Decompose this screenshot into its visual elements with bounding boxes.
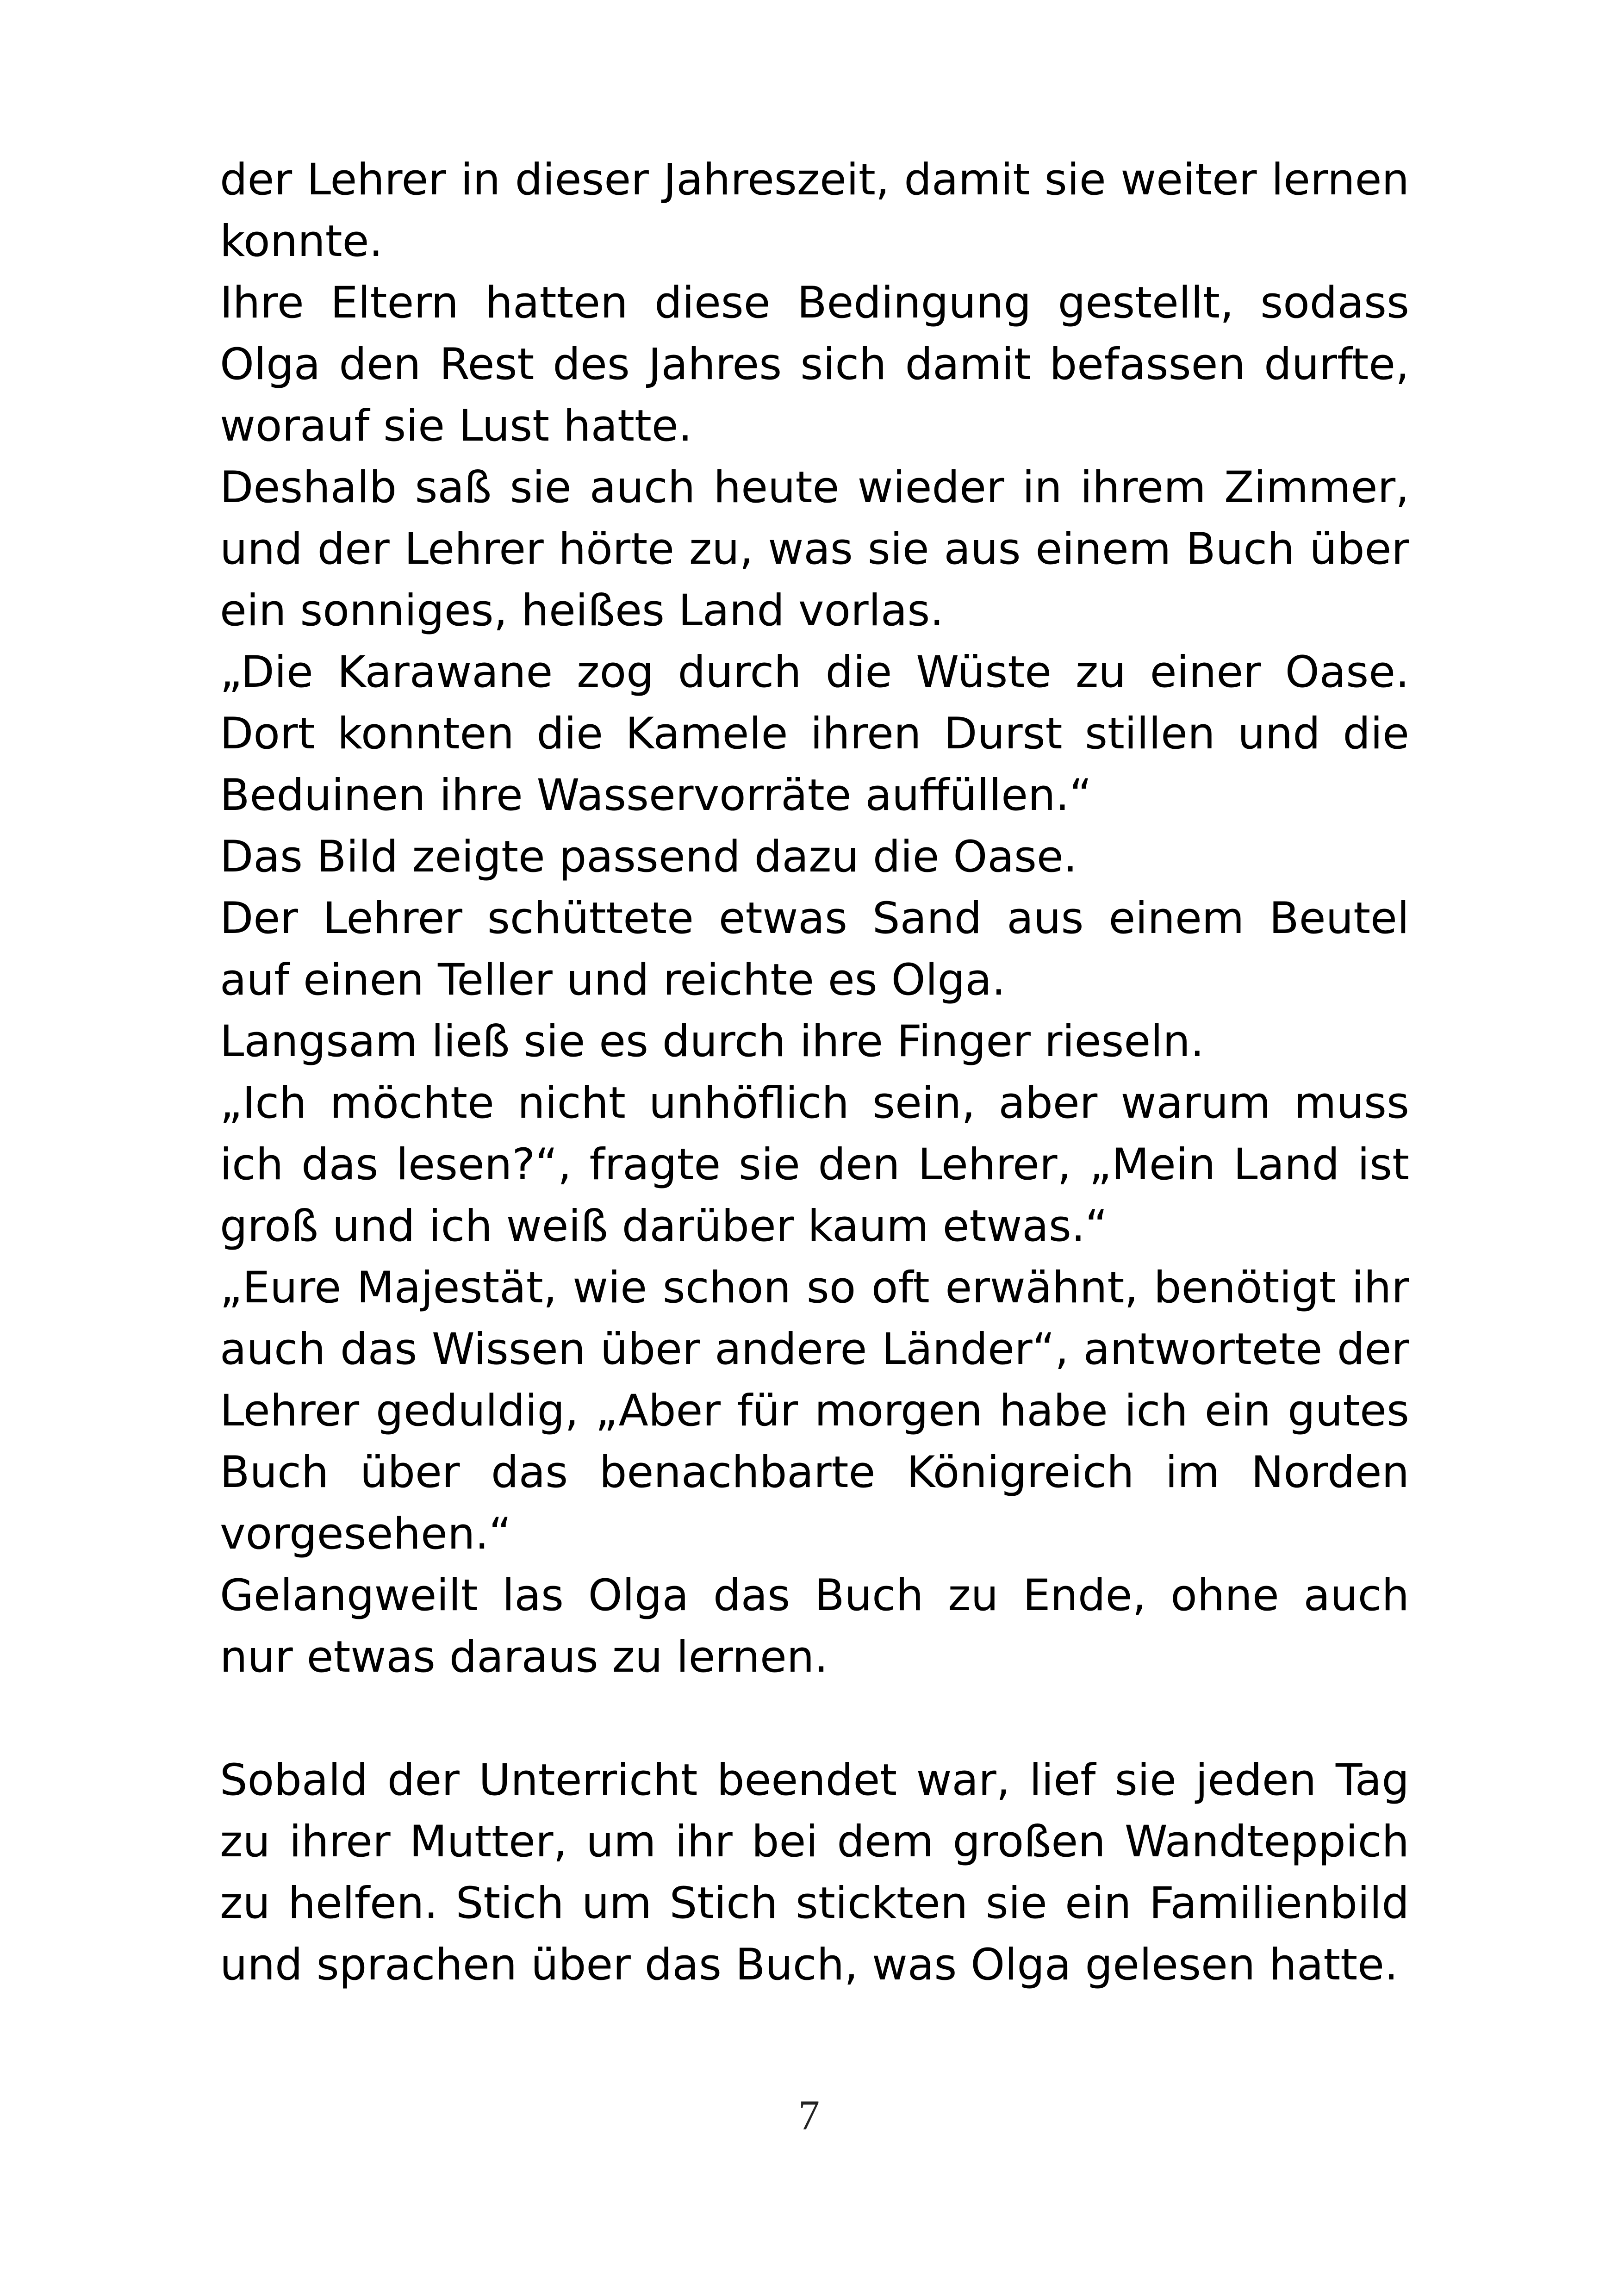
page-number: 7 bbox=[798, 2091, 820, 2139]
paragraph-7: Langsam ließ sie es durch ihre Finger rieseln. bbox=[220, 1016, 1204, 1067]
paragraph-6: Der Lehrer schüttete etwas Sand aus einem Beutel auf einen Teller und reichte es Olga. bbox=[220, 893, 1409, 1005]
paragraph-1: der Lehrer in dieser Jahreszeit, damit sie weiter lernen konnte. bbox=[220, 155, 1409, 267]
paragraph-2: Ihre Eltern hatten diese Bedingung gestellt, sodass Olga den Rest des Jahres sich damit befassen durfte, worauf sie Lust hatte. bbox=[220, 278, 1409, 451]
paragraph-4: „Die Karawane zog durch die Wüste zu einer Oase. Dort konnten die Kamele ihren Durst stillen und die Beduinen ihre Wasservorräte auffüllen.“ bbox=[220, 647, 1409, 821]
paragraph-9: „Eure Majestät, wie schon so oft erwähnt, benötigt ihr auch das Wissen über andere Länder“, antwortete der Lehrer geduldig, „Aber für morgen habe ich ein gutes Buch über das benachbarte Königreich im Norden vorgesehen.“ bbox=[220, 1263, 1409, 1559]
paragraph-10: Gelangweilt las Olga das Buch zu Ende, ohne auch nur etwas daraus zu lernen. bbox=[220, 1570, 1409, 1682]
paragraph-3: Deshalb saß sie auch heute wieder in ihrem Zimmer, und der Lehrer hörte zu, was sie aus einem Buch über ein sonniges, heißes Land vorlas. bbox=[220, 462, 1409, 636]
body-text bbox=[220, 149, 1409, 1996]
paragraph-11: Sobald der Unterricht beendet war, lief sie jeden Tag zu ihrer Mutter, um ihr bei dem großen Wandteppich zu helfen. Stich um Stich stickten sie ein Familienbild und sprachen über das Buch, was Olga gelesen hatte. bbox=[220, 1755, 1409, 1990]
paragraph-gap bbox=[220, 1688, 1409, 1749]
paragraph-8: „Ich möchte nicht unhöflich sein, aber warum muss ich das lesen?“, fragte sie den Lehrer, „Mein Land ist groß und ich weiß darüber kaum etwas.“ bbox=[220, 1078, 1409, 1251]
paragraph-5: Das Bild zeigte passend dazu die Oase. bbox=[220, 832, 1077, 882]
